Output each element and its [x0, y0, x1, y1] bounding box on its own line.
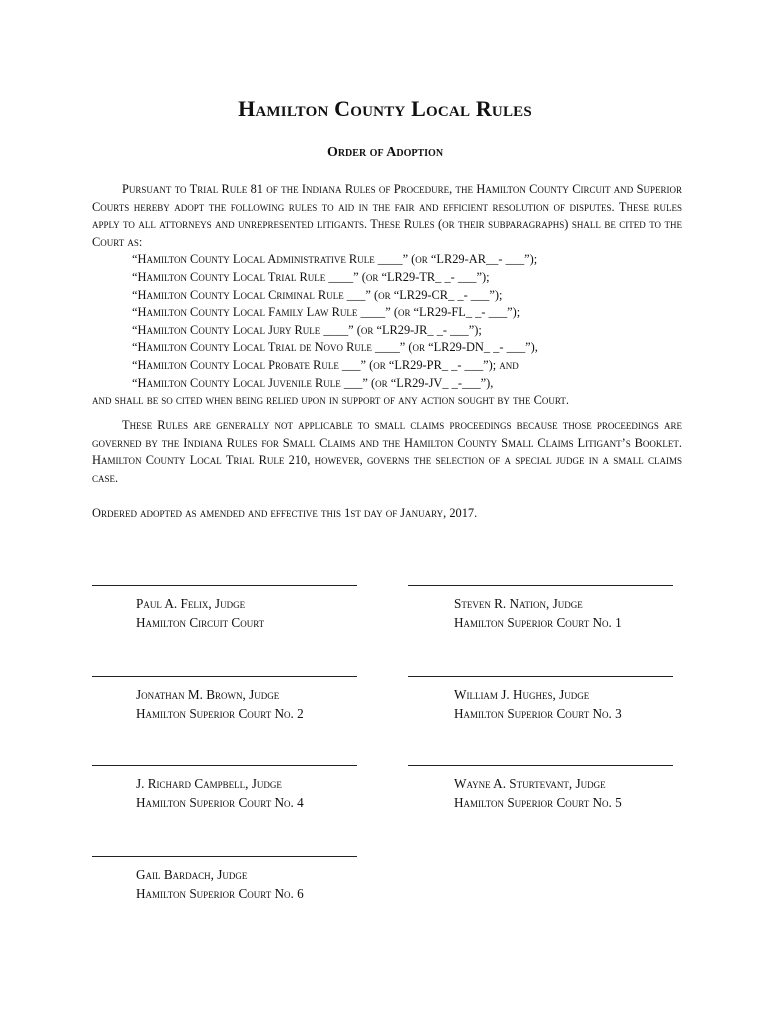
citation-line-family-law: “Hamilton County Local Family Law Rule ____” (or “LR29-FL_ _- ___”);	[132, 305, 521, 320]
judge-name: Jonathan M. Brown, Judge	[136, 687, 280, 702]
signature-line	[92, 765, 357, 766]
signature-block-nation	[408, 585, 673, 632]
signature-block-campbell	[92, 765, 357, 812]
order-paragraph: Ordered adopted as amended and effective this 1st day of January, 2017.	[92, 506, 478, 520]
court-name: Hamilton Superior Court No. 4	[136, 795, 304, 810]
signature-line	[408, 676, 673, 677]
signature-block-sturtevant	[408, 765, 673, 812]
signature-block-hughes	[408, 676, 673, 723]
citation-line-trial: “Hamilton County Local Trial Rule ____” (or “LR29-TR_ _- ___”);	[132, 269, 490, 284]
page-title: Hamilton County Local Rules	[238, 96, 532, 121]
citation-line-trial-de-novo: “Hamilton County Local Trial de Novo Rule ____” (or “LR29-DN_ _- ___”),	[132, 340, 538, 355]
citation-line-administrative: “Hamilton County Local Administrative Rule ____” (or “LR29-AR__- ___”);	[132, 252, 538, 267]
signature-line	[92, 676, 357, 677]
citation-line-probate: “Hamilton County Local Probate Rule ___” (or “LR29-PR_ _- ___”); and	[132, 357, 519, 372]
signature-line	[92, 585, 357, 586]
court-name: Hamilton Superior Court No. 6	[136, 886, 304, 901]
adoption-paragraph	[92, 181, 682, 410]
court-name: Hamilton Superior Court No. 3	[454, 706, 622, 721]
adoption-closing-text: and shall be so cited when being relied upon in support of any action sought by the Court.	[92, 393, 569, 408]
court-name: Hamilton Superior Court No. 5	[454, 795, 622, 810]
judge-name: William J. Hughes, Judge	[454, 687, 590, 702]
signature-block-bardach	[92, 856, 357, 903]
signature-line	[92, 856, 357, 857]
citation-line-jury: “Hamilton County Local Jury Rule ____” (or “LR29-JR_ _- ___”);	[132, 322, 482, 337]
citation-line-juvenile: “Hamilton County Local Juvenile Rule ___” (or “LR29-JV_ _-___”),	[132, 375, 494, 390]
page-subtitle: Order of Adoption	[326, 145, 444, 160]
court-name: Hamilton Circuit Court	[136, 615, 265, 630]
signature-line	[408, 765, 673, 766]
judge-name: Wayne A. Sturtevant, Judge	[454, 776, 606, 791]
signature-block-felix	[92, 585, 357, 632]
small-claims-paragraph: These Rules are generally not applicable to small claims proceedings because those proceedings are governed by the Indiana Rules for Small Claims and the Hamilton County Small Claims Litigant’s Booklet. Hamilton County Local Trial Rule 210, however, governs the selection of a special judge in a small claims case.	[92, 418, 682, 485]
court-name: Hamilton Superior Court No. 2	[136, 706, 304, 721]
signature-block-brown	[92, 676, 357, 723]
judge-name: Gail Bardach, Judge	[136, 867, 248, 882]
judge-name: J. Richard Campbell, Judge	[136, 776, 282, 791]
adoption-intro-text: Pursuant to Trial Rule 81 of the Indiana Rules of Procedure, the Hamilton County Circuit and Superior Courts hereby adopt the following rules to aid in the fair and efficient resolution of disputes. These rules apply to all attorneys and unrepresented litigants. These Rules (or their subparagraphs) shall be cited to the Court as:	[92, 182, 682, 249]
court-name: Hamilton Superior Court No. 1	[454, 615, 622, 630]
judge-name: Steven R. Nation, Judge	[454, 596, 583, 611]
judge-name: Paul A. Felix, Judge	[136, 596, 246, 611]
signature-line	[408, 585, 673, 586]
citation-line-criminal: “Hamilton County Local Criminal Rule ___” (or “LR29-CR_ _- ___”);	[132, 287, 503, 302]
